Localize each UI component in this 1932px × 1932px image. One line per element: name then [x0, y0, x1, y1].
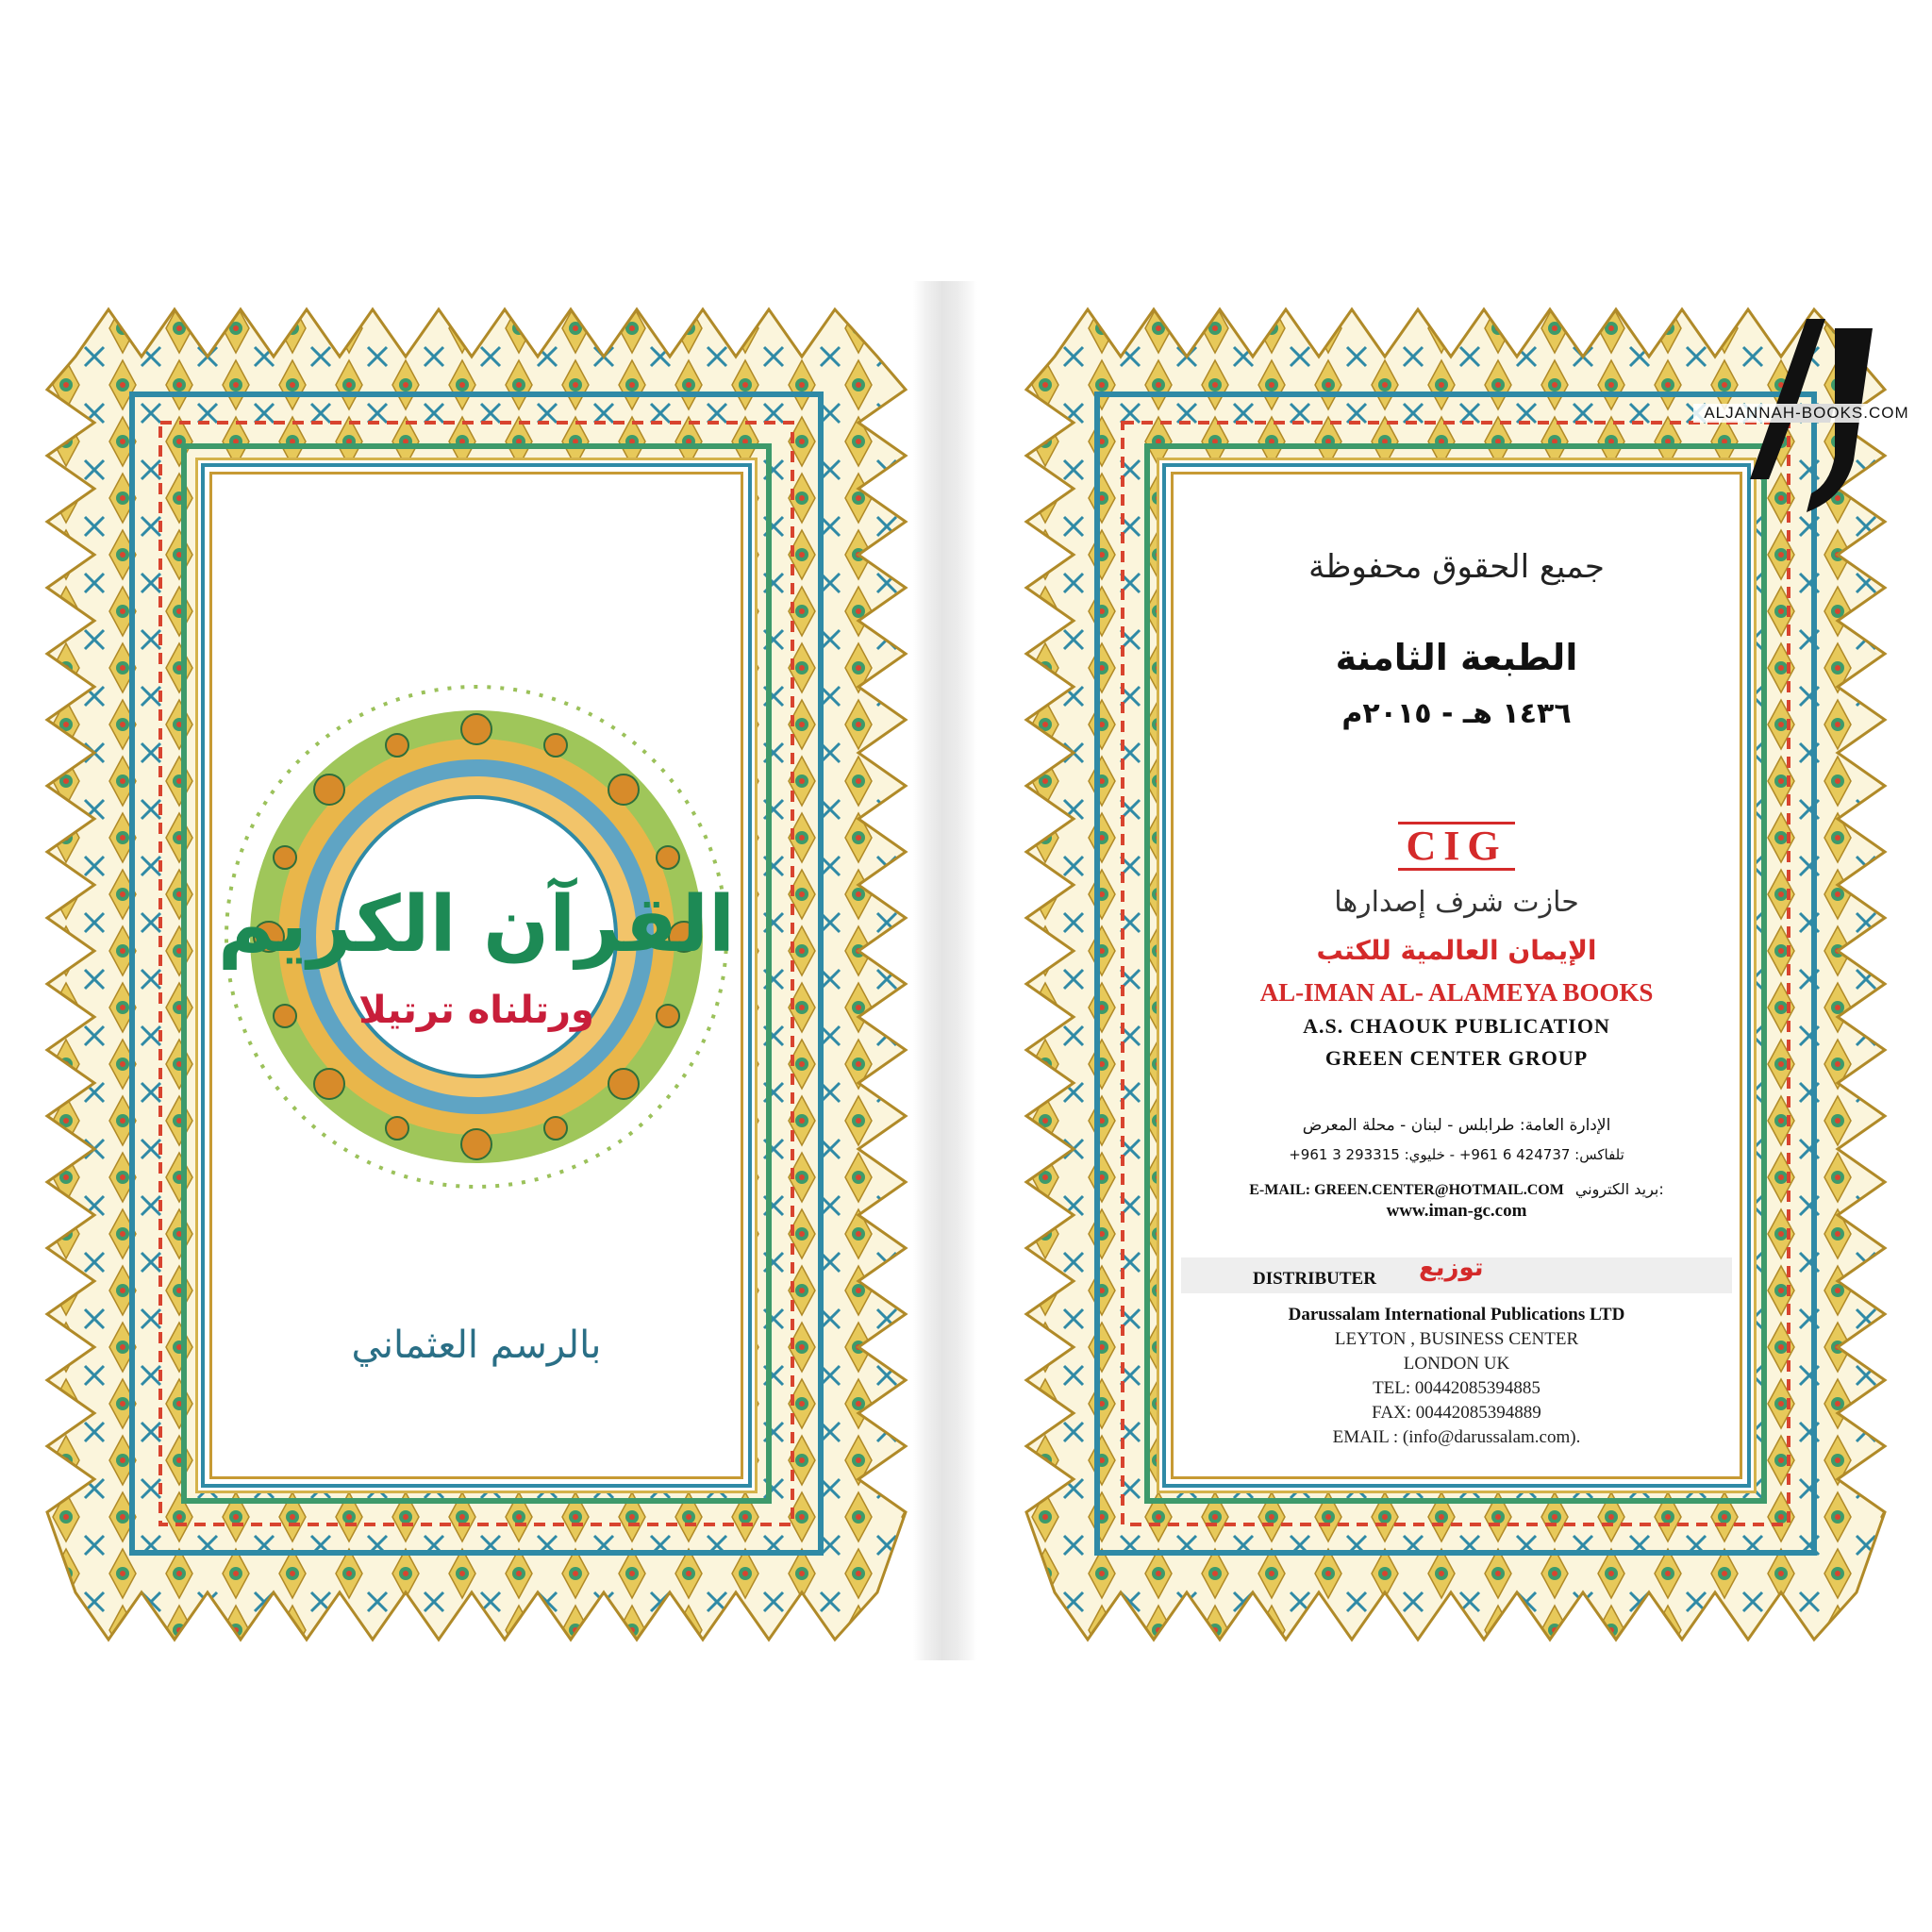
address-line: الإدارة العامة: طرابلس - لبنان - محلة المعرض — [1302, 1116, 1611, 1135]
distributor-fax-line: FAX: 00442085394889 — [1372, 1403, 1541, 1423]
uthmani-script-note: بالرسم العثماني — [351, 1324, 602, 1367]
email-address: E-MAIL: GREEN.CENTER@HOTMAIL.COM — [1249, 1182, 1564, 1198]
edition-label: الطبعة الثامنة — [1335, 637, 1578, 678]
rights-reserved: جميع الحقوق محفوظة — [1308, 548, 1605, 586]
distributor-label-arabic: توزيع — [1419, 1254, 1484, 1282]
distributor-email-line: EMAIL : (info@darussalam.com). — [1332, 1427, 1581, 1447]
email-label-arabic: بريد الكتروني: — [1574, 1180, 1664, 1198]
publication-name: A.S. CHAOUK PUBLICATION — [1303, 1014, 1610, 1038]
email-line — [1174, 1180, 1740, 1199]
cig-logo-text: CIG — [1398, 822, 1514, 871]
book-spine — [913, 281, 977, 1660]
edition-date: ١٤٣٦ هـ - ٢٠١٥م — [1341, 697, 1572, 730]
publisher-name-arabic: الإيمان العالمية للكتب — [1316, 935, 1597, 966]
distributor-label: DISTRIBUTER — [1253, 1269, 1376, 1289]
watermark-site: ALJANNAH-BOOKS.COM — [1693, 404, 1920, 423]
distributor-city-line: LONDON UK — [1403, 1354, 1510, 1374]
website-link: www.iman-gc.com — [1386, 1201, 1527, 1221]
phone-line: تلفاكس: 424737 6 961+ - خليوي: 293315 3 961+ — [1289, 1146, 1624, 1163]
publisher-name-english: AL-IMAN AL- ALAMEYA BOOKS — [1259, 978, 1654, 1007]
title-panel — [209, 472, 743, 1479]
distributor-name: Darussalam International Publications LTD — [1288, 1305, 1625, 1324]
distributor-tel-line: TEL: 00442085394885 — [1373, 1378, 1541, 1398]
verse-subtitle: ورتلناه ترتيلا — [358, 989, 594, 1032]
distributor-address-line: LEYTON , BUSINESS CENTER — [1334, 1329, 1579, 1349]
publisher-logo — [1174, 822, 1740, 871]
copyright-panel — [1171, 472, 1742, 1479]
cover-page — [38, 300, 915, 1647]
honored-text: حازت شرف إصدارها — [1334, 886, 1579, 919]
quran-title: القرآن الكريم — [217, 880, 736, 970]
group-name: GREEN CENTER GROUP — [1324, 1046, 1589, 1070]
